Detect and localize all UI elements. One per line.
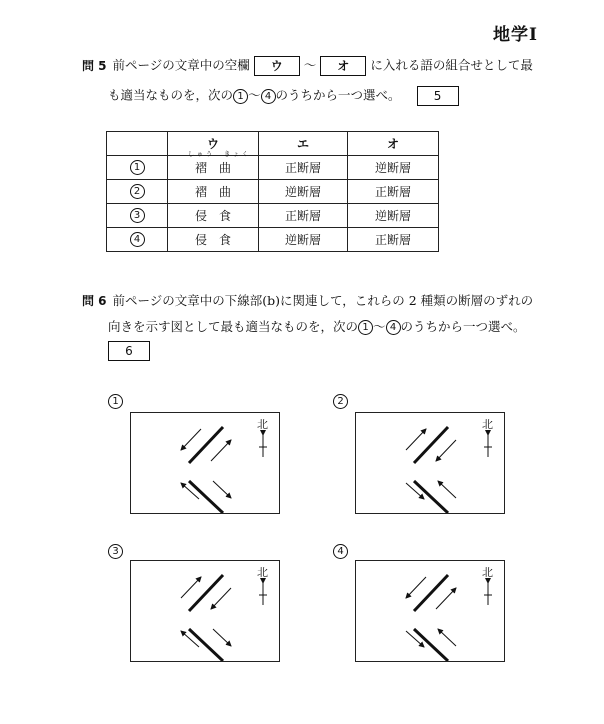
table-row: [107, 180, 439, 204]
q6-range-sep: 〜: [373, 319, 386, 334]
figure-number: 2: [333, 394, 348, 409]
fault-line-upper: [189, 427, 223, 463]
q6-line2: [108, 318, 526, 336]
circled-number: 1: [130, 160, 145, 175]
answer-box-6: 6: [108, 341, 150, 361]
slip-arrow: [213, 629, 231, 646]
table-header-cell: オ: [348, 132, 439, 156]
slip-arrow: [406, 429, 426, 450]
q5-line1: [82, 56, 533, 76]
table-row: [107, 204, 439, 228]
north-label: 北: [257, 418, 268, 431]
table-header-row: [107, 132, 439, 156]
q5-text-post: に入れる語の組合せとして最: [370, 57, 533, 73]
slip-arrow: [438, 629, 456, 646]
fault-figure-2: [355, 412, 505, 514]
cell-e: 逆断層: [259, 180, 348, 204]
table-header-cell: エ: [259, 132, 348, 156]
q5-range-sep: 〜: [248, 87, 261, 103]
cell-o: 正断層: [348, 180, 439, 204]
circled-number: 4: [261, 89, 276, 104]
q5-tilde: 〜: [303, 57, 317, 73]
circled-number: 3: [130, 208, 145, 223]
north-label: 北: [257, 566, 268, 579]
slip-arrow: [181, 429, 201, 450]
slip-arrow: [406, 577, 426, 598]
options-table: [106, 131, 439, 252]
cell-u: 褶 曲: [168, 180, 259, 204]
fault-figure-4: [355, 560, 505, 662]
figure-number: 4: [333, 544, 348, 559]
q5-text-pre: 前ページの文章中の空欄: [112, 57, 250, 73]
slip-arrow: [436, 440, 456, 461]
cell-e: 正断層: [259, 204, 348, 228]
q6-line2-post: のうちから一つ選べ。: [400, 319, 526, 334]
slip-arrow: [211, 440, 231, 461]
q6-line2-pre: 向きを示す図として最も適当なものを，次の: [108, 319, 359, 334]
cell-o: 正断層: [348, 228, 439, 252]
circled-number: 4: [386, 320, 401, 335]
q5-line2-pre: も適当なものを，次の: [108, 87, 234, 103]
cell-e: 逆断層: [259, 228, 348, 252]
slip-arrow: [181, 577, 201, 598]
cell-o: 逆断層: [348, 204, 439, 228]
slip-arrow: [181, 483, 199, 499]
slip-arrow: [211, 588, 231, 609]
blank-u: ウ: [254, 56, 300, 76]
cell-u: 侵 食: [168, 204, 259, 228]
north-label: 北: [482, 566, 493, 579]
blank-o: オ: [320, 56, 366, 76]
fault-line-upper: [414, 575, 448, 611]
answer-box-5: 5: [417, 86, 459, 106]
table-row: [107, 228, 439, 252]
table-header-cell: [107, 132, 168, 156]
slip-arrow: [438, 481, 456, 498]
figure-number: 1: [108, 394, 123, 409]
fault-line-upper: [414, 427, 448, 463]
circled-number: 1: [233, 89, 248, 104]
fault-line-upper: [189, 575, 223, 611]
cell-o: 逆断層: [348, 156, 439, 180]
north-label: 北: [482, 418, 493, 431]
q6-line1: [82, 292, 533, 310]
q6-label: 問 6: [82, 294, 107, 308]
ruby-reading: しゅう きょく: [188, 151, 252, 158]
figure-number: 3: [108, 544, 123, 559]
slip-arrow: [406, 631, 424, 647]
circled-number: 4: [130, 232, 145, 247]
table-row: [107, 156, 439, 180]
fault-figure-3: [130, 560, 280, 662]
circled-number: 1: [358, 320, 373, 335]
fault-figure-1: [130, 412, 280, 514]
q5-line2: [108, 86, 459, 106]
cell-u: 褶 曲: [194, 161, 231, 175]
slip-arrow: [436, 588, 456, 609]
circled-number: 2: [130, 184, 145, 199]
slip-arrow: [213, 481, 231, 498]
cell-u: 侵 食: [168, 228, 259, 252]
table-header-cell: ウ: [168, 132, 259, 156]
q6-text-line1: 前ページの文章中の下線部(b)に関連して，これらの 2 種類の断層のずれの: [112, 293, 534, 308]
answer-box-6-wrap: [108, 340, 150, 361]
q5-label: 問 5: [82, 58, 107, 73]
subject-title: 地学Ⅰ: [493, 25, 538, 45]
cell-e: 正断層: [259, 156, 348, 180]
slip-arrow: [406, 483, 424, 499]
q5-line2-post: のうちから一つ選べ。: [275, 87, 401, 103]
slip-arrow: [181, 631, 199, 647]
